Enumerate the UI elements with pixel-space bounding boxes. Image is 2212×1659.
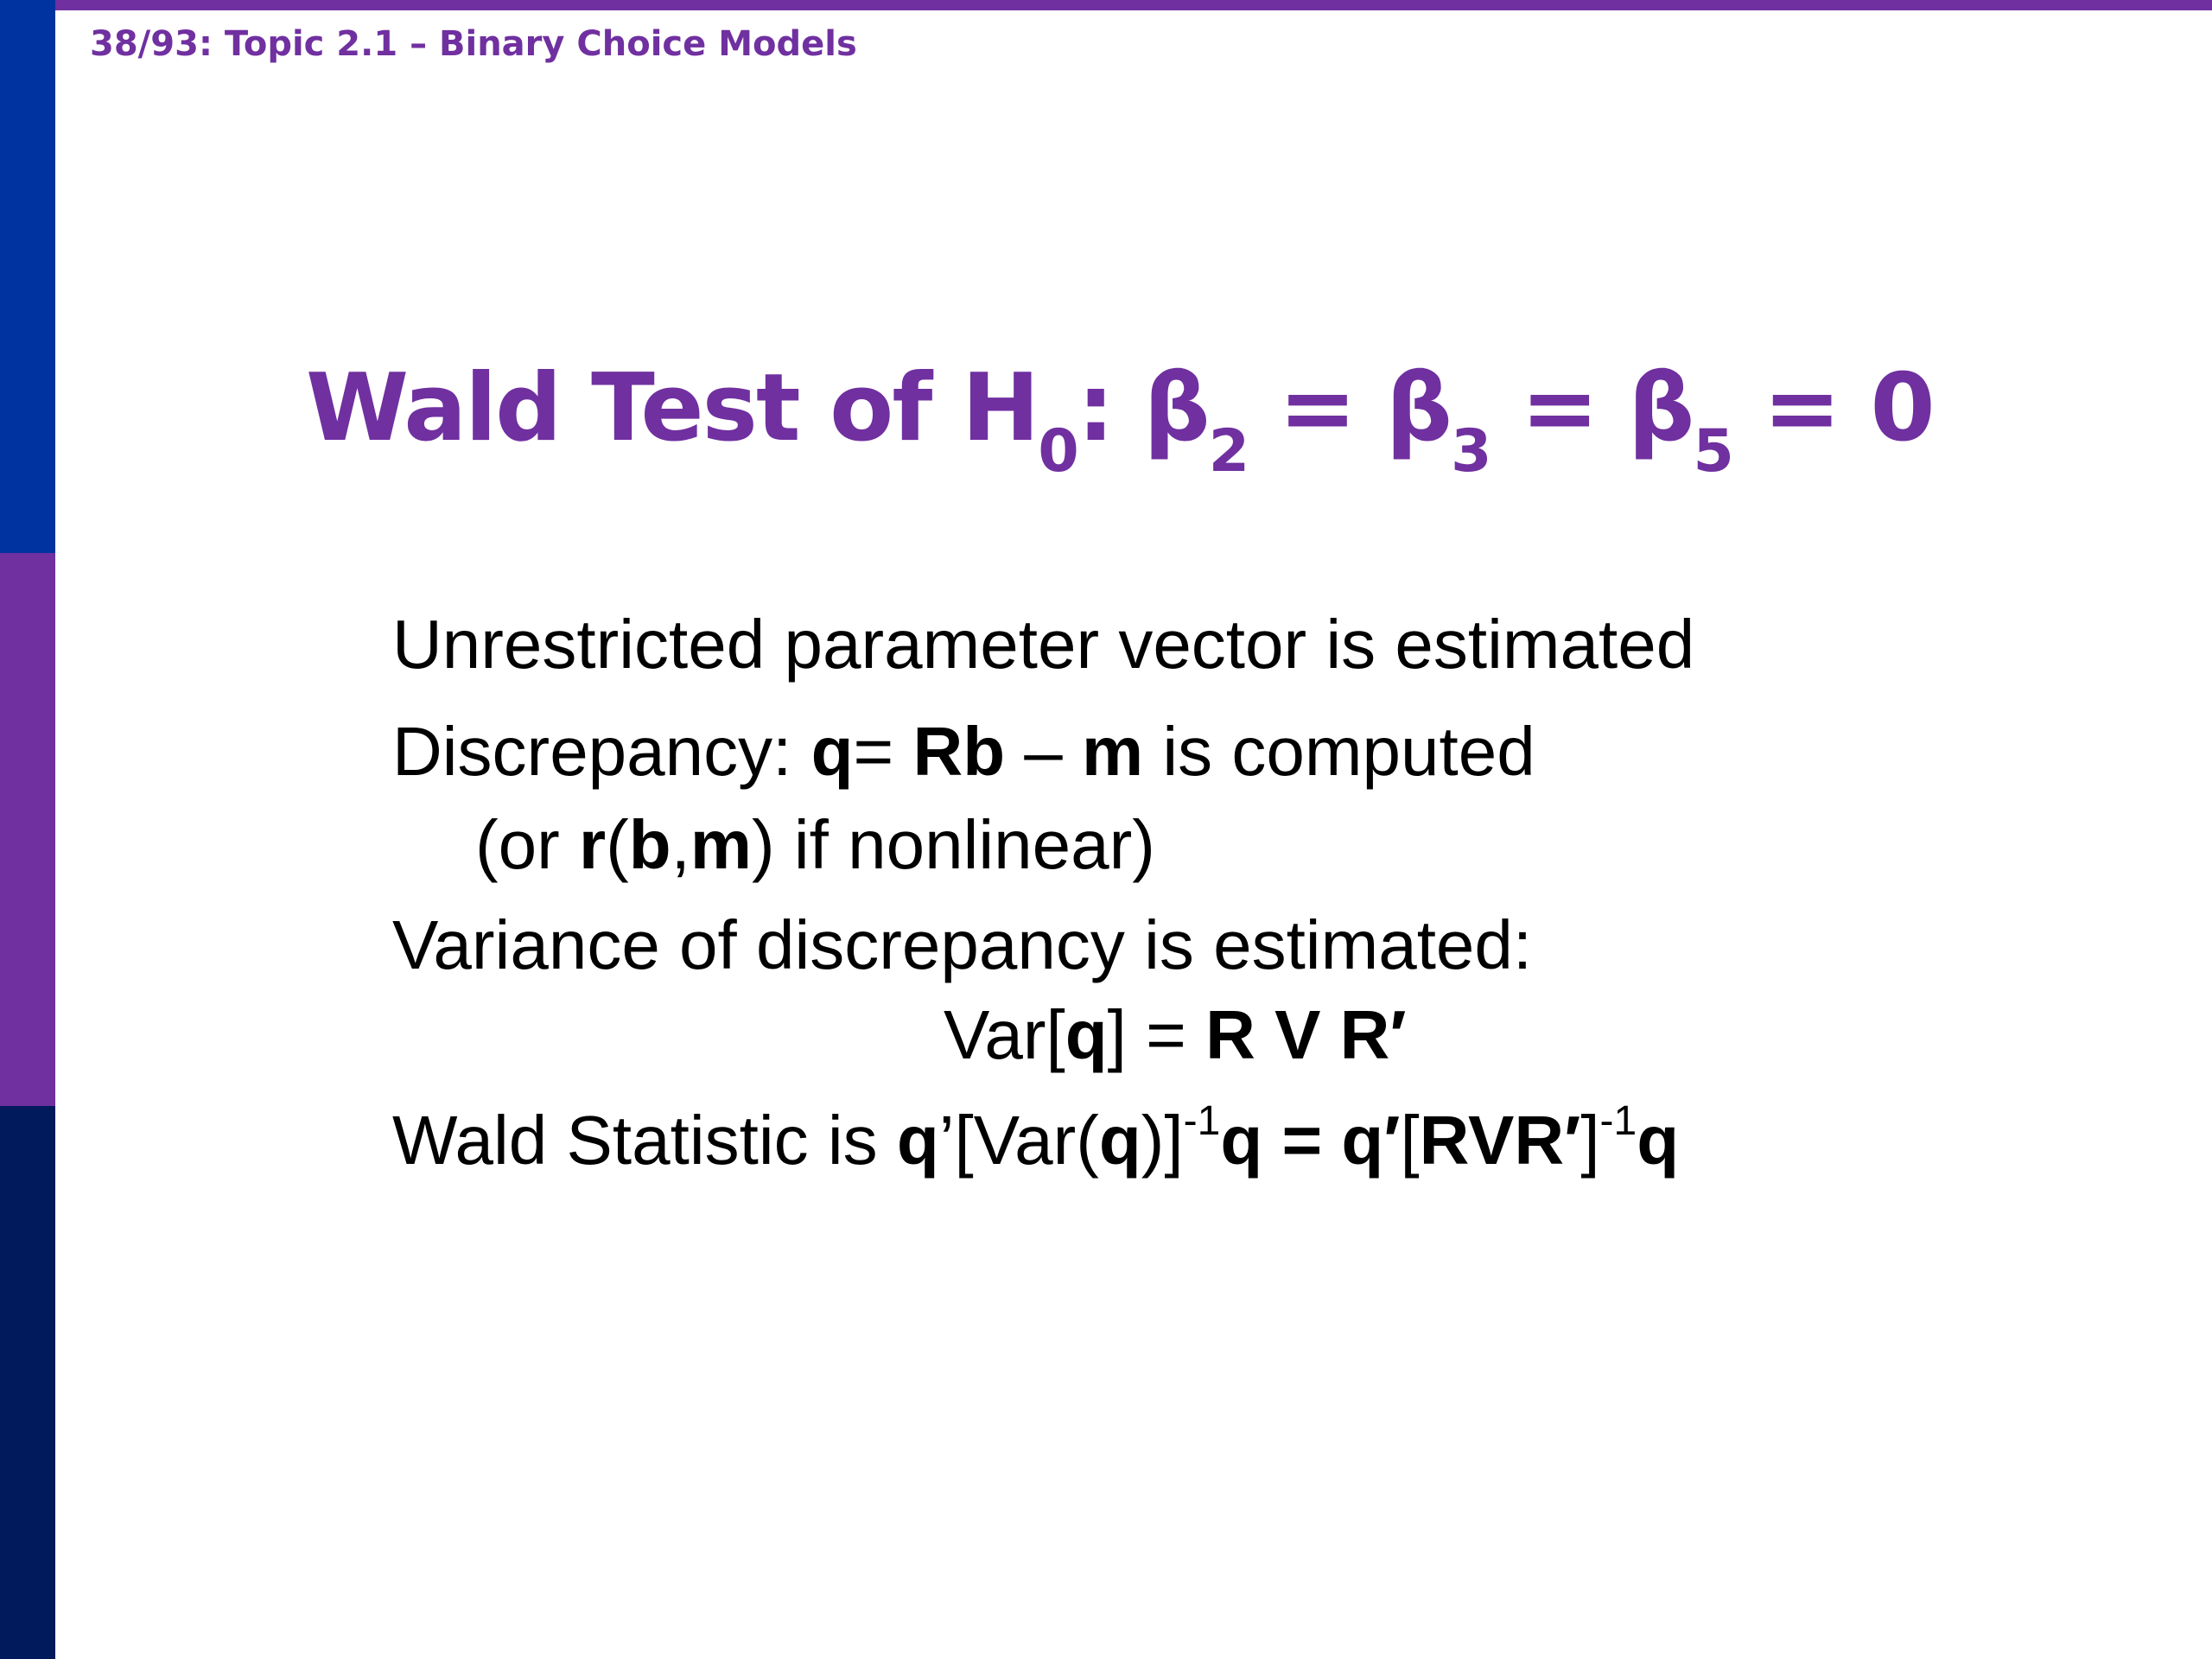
wald-bracket-close: ] [1580, 1102, 1600, 1179]
symbol-m-2: m [690, 806, 753, 883]
symbol-r: r [579, 806, 607, 883]
computed-text: is computed [1143, 713, 1535, 790]
title-beta-5: = β [1490, 354, 1694, 462]
top-accent-bar [0, 0, 2212, 10]
wald-q-1: q [896, 1102, 939, 1179]
wald-bracket-open: [ [1400, 1102, 1420, 1179]
nonlinear-open: (or [475, 806, 579, 883]
title-subscript-3: 3 [1451, 417, 1491, 486]
title-subscript-0: 0 [1038, 417, 1077, 486]
title-prefix: Wald Test of H [306, 354, 1039, 462]
symbol-b: b [628, 806, 671, 883]
paren-open: ( [606, 806, 629, 883]
title-equals-zero: = 0 [1732, 354, 1934, 462]
title-subscript-2: 2 [1208, 417, 1249, 486]
wald-var-open: ’[Var( [938, 1102, 1099, 1179]
nonlinear-close: ) if nonlinear) [752, 806, 1155, 883]
symbol-rvr: R V R′ [1205, 996, 1407, 1073]
equals-sign: = [853, 713, 913, 790]
slide-header: 38/93: Topic 2.1 – Binary Choice Models [90, 24, 857, 64]
wald-label: Wald Statistic is [392, 1102, 897, 1179]
side-bar-navy-segment [0, 1106, 55, 1659]
wald-inverse-2: -1 [1599, 1098, 1637, 1144]
discrepancy-label: Discrepancy: [392, 713, 811, 790]
bullet-variance: Variance of discrepancy is estimated: [392, 906, 1533, 983]
minus-sign: – [1005, 713, 1083, 790]
wald-var-close: )] [1141, 1102, 1184, 1179]
var-close-equals: ] = [1107, 996, 1206, 1073]
variance-formula [944, 994, 1407, 1077]
side-bar-blue-segment [0, 0, 55, 553]
symbol-q-var: q [1065, 996, 1108, 1073]
wald-inverse-1: -1 [1183, 1098, 1221, 1144]
var-open: Var[ [944, 996, 1065, 1073]
bullet-unrestricted: Unrestricted parameter vector is estimated [392, 606, 1695, 683]
bullet-wald-statistic [392, 1099, 1679, 1182]
bullet-discrepancy [392, 710, 1535, 793]
symbol-q: q [810, 713, 854, 790]
wald-q-equals: q = q′ [1220, 1102, 1401, 1179]
bullet-nonlinear [475, 804, 1155, 887]
wald-q-final: q [1637, 1102, 1680, 1179]
side-bar-purple-segment [0, 553, 55, 1106]
title-beta-3: = β [1248, 354, 1452, 462]
slide-title [306, 353, 1934, 486]
title-beta-2: : β [1077, 354, 1209, 462]
symbol-m: m [1082, 713, 1144, 790]
symbol-rb: Rb [912, 713, 1006, 790]
comma: , [671, 806, 690, 883]
wald-q-2: q [1098, 1102, 1141, 1179]
title-subscript-5: 5 [1693, 417, 1732, 486]
wald-rvr: RVR′ [1419, 1102, 1581, 1179]
